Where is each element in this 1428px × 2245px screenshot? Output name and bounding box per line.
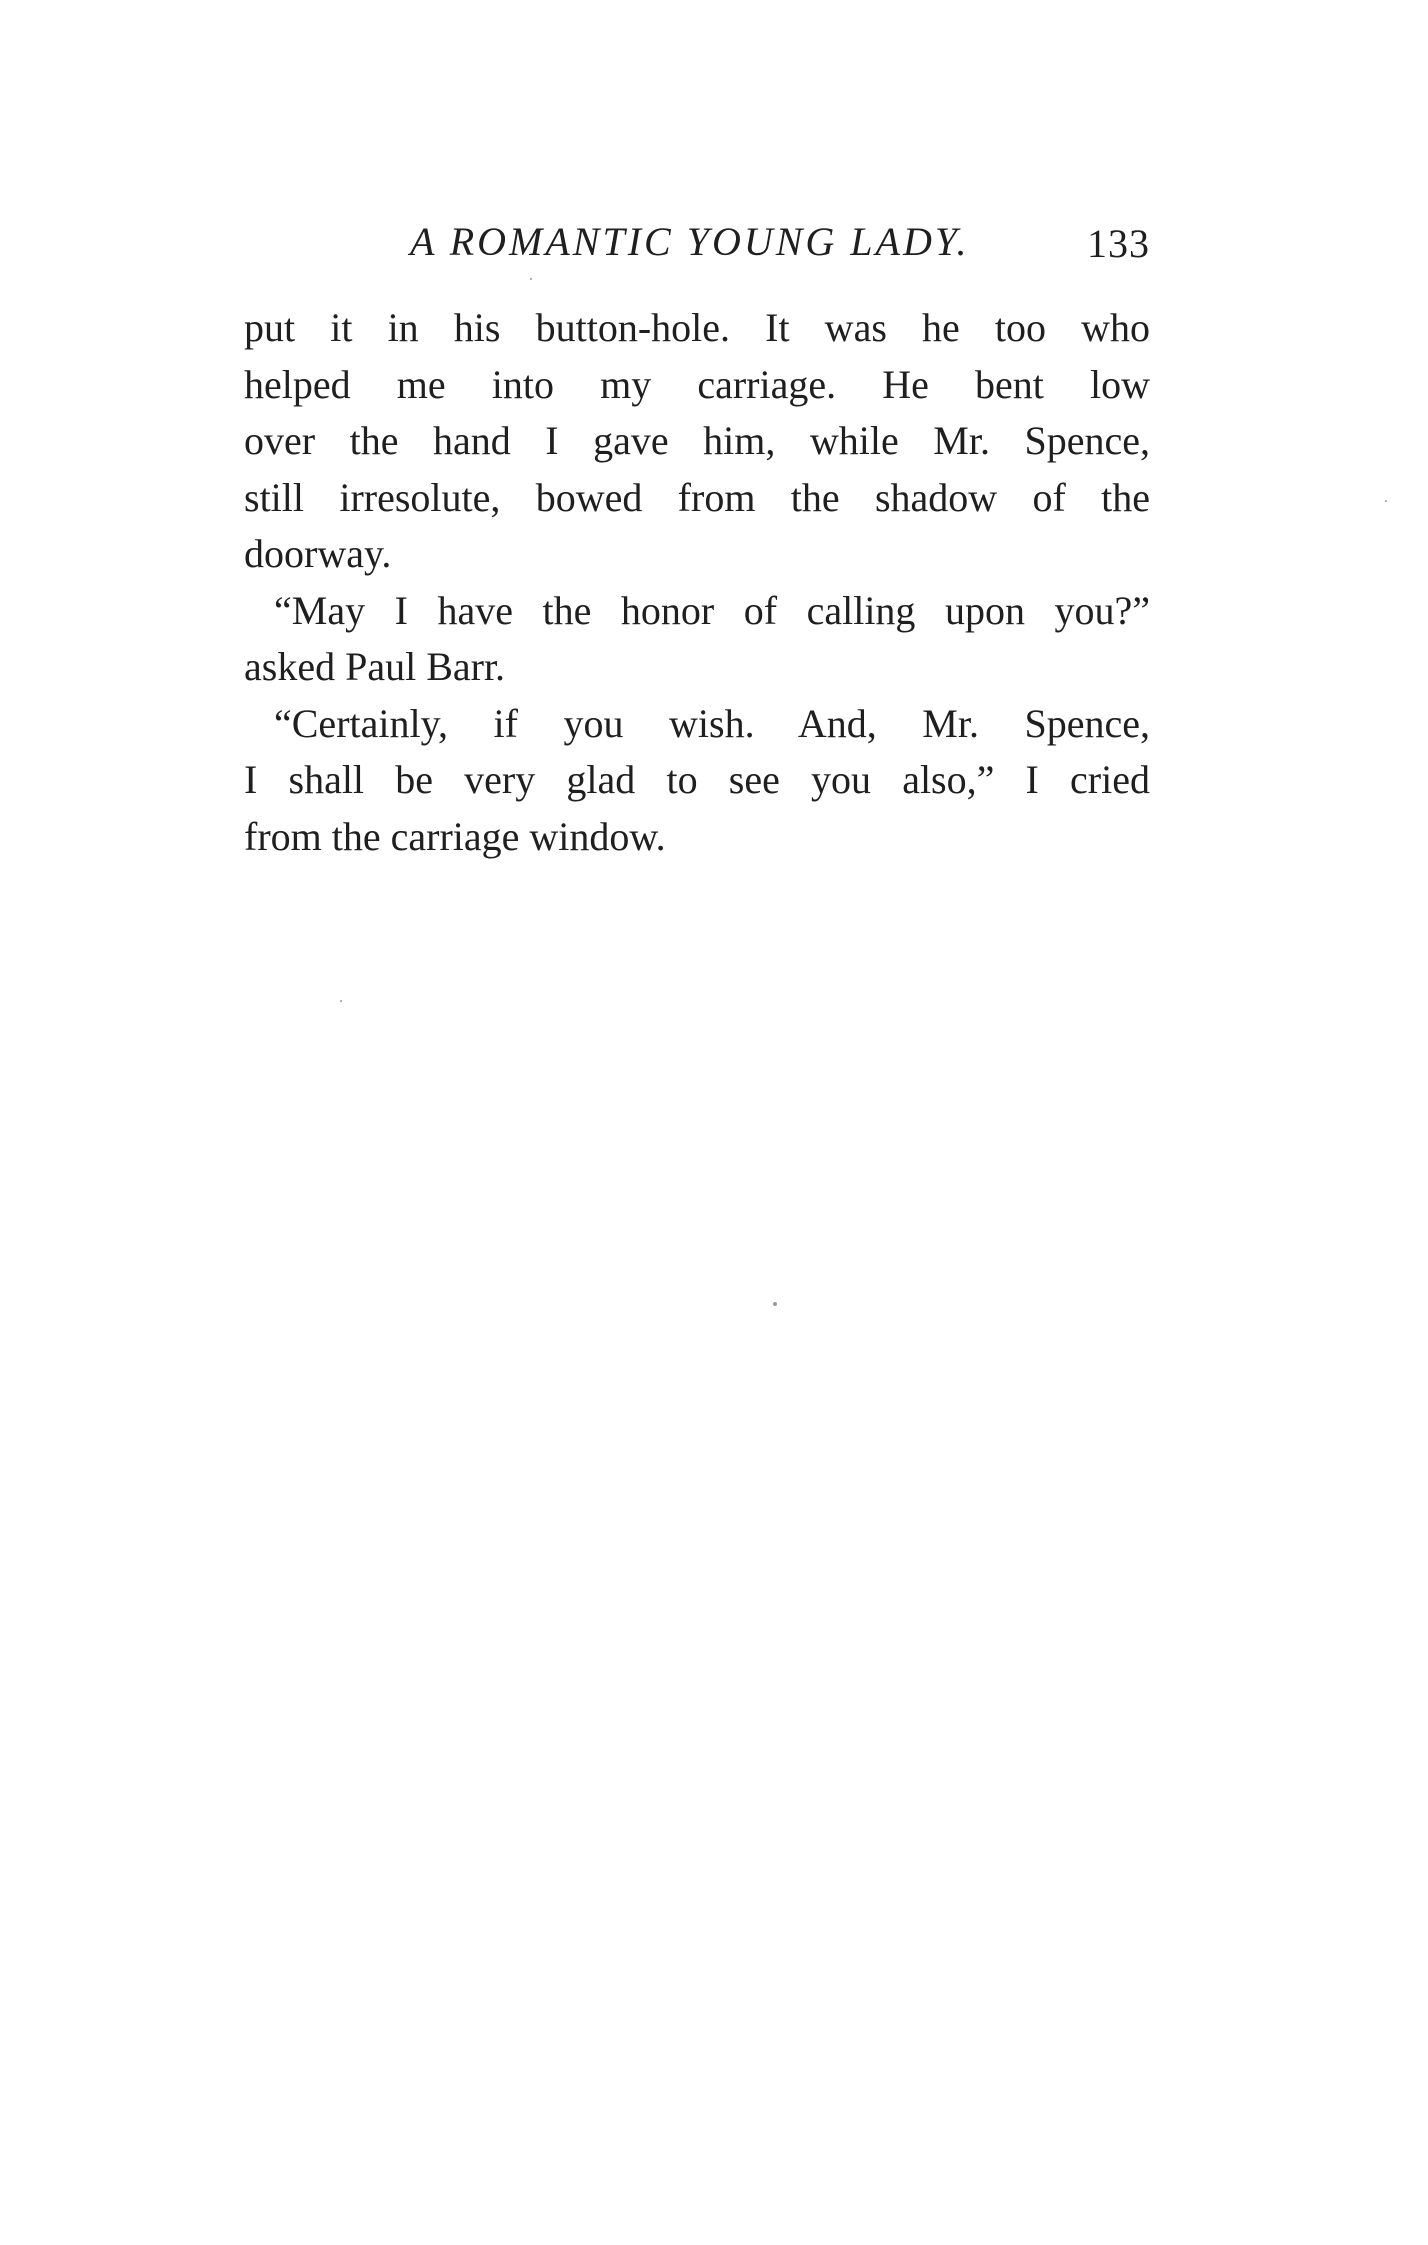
page-number: 133 [1087, 221, 1150, 266]
scan-speck [530, 278, 532, 280]
text-line: “Certainly, if you wish. And, Mr. Spence, [274, 700, 1150, 746]
text-line: doorway. [244, 531, 392, 576]
running-head [410, 218, 1150, 278]
scan-speck [773, 1302, 777, 1306]
text-line: from the carriage window. [244, 813, 666, 859]
text-line: I shall be very glad to see you also,” I cried [244, 757, 1150, 802]
scan-speck [1385, 500, 1387, 502]
text-line: “May I have the honor of calling upon you?” [274, 587, 1150, 633]
scan-speck [340, 1000, 342, 1002]
text-line: put it in his button-hole. It was he too who [244, 305, 1150, 350]
text-line: over the hand I gave him, while Mr. Spence, [244, 418, 1150, 463]
running-title: A ROMANTIC YOUNG LADY. [410, 219, 970, 264]
body-text [244, 300, 1150, 865]
text-line: helped me into my carriage. He bent low [244, 361, 1150, 407]
text-line: still irresolute, bowed from the shadow of the [244, 474, 1150, 520]
text-line: asked Paul Barr. [244, 644, 506, 689]
